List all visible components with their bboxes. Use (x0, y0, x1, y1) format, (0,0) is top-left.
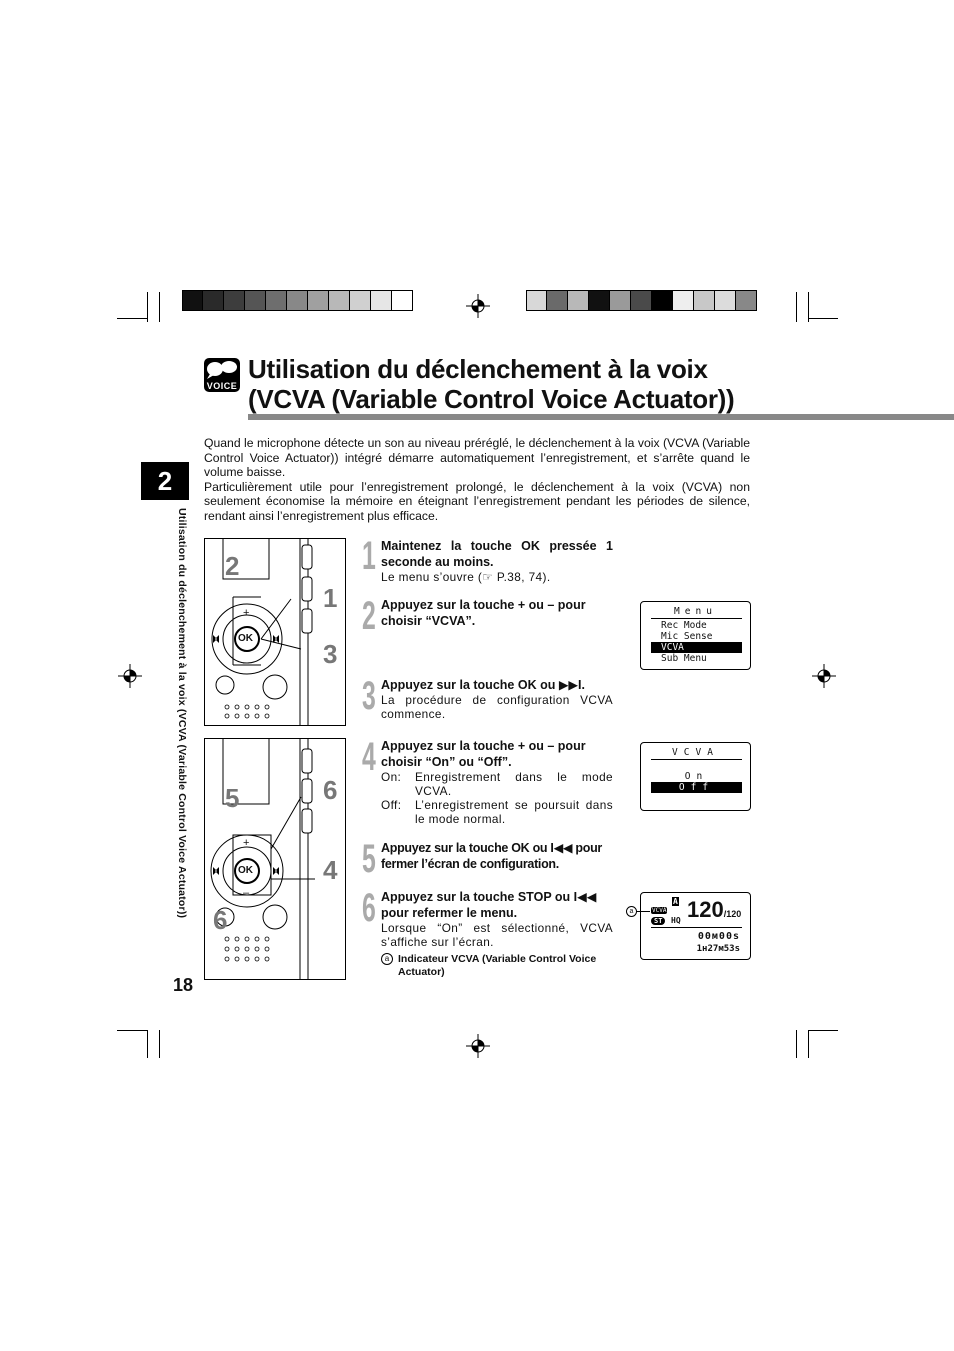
voice-icon (204, 358, 240, 392)
crop-mark (808, 292, 809, 322)
step-6: Appuyez sur la touche STOP ou I◀◀ pour refermer le menu. Lorsque “On” est sélectionné, VCVA s’affiche sur l’écran. a Indicateur VCVA (Variable Control Voice Actuator) (381, 890, 613, 978)
lcd-status (640, 892, 751, 960)
color-swatch (631, 290, 652, 311)
color-swatch (224, 290, 245, 311)
color-swatch (673, 290, 694, 311)
step-number: 6 (362, 886, 376, 930)
recorder-illustration-2 (204, 738, 346, 980)
step-6-detail: Lorsque “On” est sélectionné, VCVA s’affiche sur l’écran. (381, 921, 613, 949)
crop-mark (117, 318, 147, 319)
page-title (248, 354, 734, 414)
crop-mark (808, 318, 838, 319)
callout-1: 1 (323, 583, 338, 613)
remaining-time: 1н27м53s (696, 944, 740, 954)
lcd-menu-item: Sub Menu (661, 653, 707, 664)
callout-5: 5 (225, 783, 240, 813)
color-swatch (547, 290, 568, 311)
note-marker: a (381, 953, 393, 965)
note-text: Indicateur VCVA (Variable Control Voice Actuator) (398, 953, 597, 978)
crop-mark (117, 1030, 147, 1031)
color-swatch (392, 290, 413, 311)
callout-2: 2 (225, 551, 240, 581)
page-number: 18 (173, 975, 194, 995)
color-swatch (308, 290, 329, 311)
color-swatch (568, 290, 589, 311)
callout-6: 6 (213, 905, 228, 935)
file-count: 120/120 (687, 897, 742, 922)
color-swatch (526, 290, 547, 311)
button-ok-label: OK (238, 633, 253, 644)
badge-a: A (673, 897, 678, 906)
step-4: Appuyez sur la touche + ou – pour choisir “On” ou “Off”. On: Enregistrement dans le mode VCVA. Off: L’enregistrement se poursuit dans le mode normal. (381, 739, 613, 826)
lcd-menu-item: Mic Sense (661, 631, 713, 642)
elapsed-time: 00м00s (697, 931, 740, 942)
button-plus-label: + (243, 607, 250, 619)
lcd-menu (640, 601, 751, 670)
color-swatch (182, 290, 203, 311)
intro-paragraph: Quand le microphone détecte un son au niveau préréglé, le déclenchement à la voix (VCVA (Variable Control Voice Actuator)) intégré démarre automatiquement l’enregistrement, et s’arrête quand le volume baisse. (204, 436, 750, 480)
crop-mark (147, 1030, 148, 1058)
intro-text (204, 436, 750, 524)
color-swatch (350, 290, 371, 311)
color-swatch (287, 290, 308, 311)
lcd-marker-a: a (626, 906, 637, 917)
color-swatch (329, 290, 350, 311)
page-title-line1: Utilisation du déclenchement à la voix (248, 354, 708, 384)
title-rule (248, 414, 954, 420)
page-title-line2: (VCVA (Variable Control Voice Actuator)) (248, 384, 735, 414)
color-swatch (736, 290, 757, 311)
registration-mark-icon (812, 664, 836, 688)
color-swatch (715, 290, 736, 311)
badge-hq: HQ (671, 916, 681, 925)
step-number: 5 (362, 837, 376, 881)
marker-leader (636, 911, 650, 912)
color-bar-left (182, 290, 413, 312)
speech-bubbles-icon (204, 358, 240, 380)
button-minus-label: – (243, 657, 250, 669)
crop-mark (159, 292, 160, 322)
registration-mark-icon (466, 294, 490, 318)
lcd-vcva-title: VCVA (672, 747, 719, 758)
registration-mark-icon (466, 1034, 490, 1058)
step-3: Appuyez sur la touche OK ou ▶▶I. La procédure de configuration VCVA commence. (381, 678, 613, 721)
callout-3: 3 (323, 639, 338, 669)
lcd-menu-item: Rec Mode (661, 620, 707, 631)
color-swatch (610, 290, 631, 311)
lcd-vcva (640, 742, 751, 811)
button-minus-label: – (243, 887, 250, 899)
color-swatch (371, 290, 392, 311)
color-swatch (245, 290, 266, 311)
recorder-illustration-1 (204, 538, 346, 726)
color-swatch (589, 290, 610, 311)
step-1-detail: Le menu s’ouvre (☞ P.38, 74). (381, 570, 551, 584)
step-1: Maintenez la touche OK pressée 1 seconde au moins. Le menu s’ouvre (☞ P.38, 74). (381, 539, 613, 584)
color-bar-right (526, 290, 757, 312)
badge-st: ST (651, 917, 665, 925)
lcd-vcva-option: Off (651, 782, 742, 793)
crop-mark (147, 292, 148, 322)
step-5: Appuyez sur la touche OK ou I◀◀ pour fermer l’écran de configuration. (381, 841, 602, 871)
step-number: 3 (362, 674, 376, 718)
crop-mark (808, 1030, 809, 1058)
voice-icon-label: VOICE (206, 381, 238, 391)
badge-vcva: VCVA (652, 907, 667, 914)
intro-paragraph: Particulièrement utile pour l’enregistrement prolongé, le déclenchement à la voix (VCVA) non seulement économise la mémoire en éteignant l’enregistrement pendant les périodes de silence, rendant ainsi l’enregistrement plus efficace. (204, 479, 750, 523)
color-swatch (694, 290, 715, 311)
crop-mark (159, 1030, 160, 1058)
button-ok-label: OK (238, 865, 253, 876)
callout-4: 4 (323, 855, 338, 885)
step-number: 1 (362, 534, 376, 578)
step-number: 4 (362, 735, 376, 779)
registration-mark-icon (118, 664, 142, 688)
crop-mark (796, 1030, 797, 1058)
lcd-menu-item: VCVA (651, 642, 742, 653)
color-swatch (266, 290, 287, 311)
callout-6: 6 (323, 775, 338, 805)
step-3-detail: La procédure de configuration VCVA commence. (381, 693, 613, 721)
chapter-tab: 2 (141, 462, 189, 500)
step-number: 2 (362, 594, 376, 638)
step-2: Appuyez sur la touche + ou – pour choisir “VCVA”. (381, 598, 586, 628)
lcd-menu-title: Menu (674, 606, 717, 617)
crop-mark (808, 1030, 838, 1031)
crop-mark (796, 292, 797, 322)
lcd-vcva-option: On (684, 771, 709, 782)
button-plus-label: + (243, 837, 250, 849)
color-swatch (652, 290, 673, 311)
color-swatch (203, 290, 224, 311)
